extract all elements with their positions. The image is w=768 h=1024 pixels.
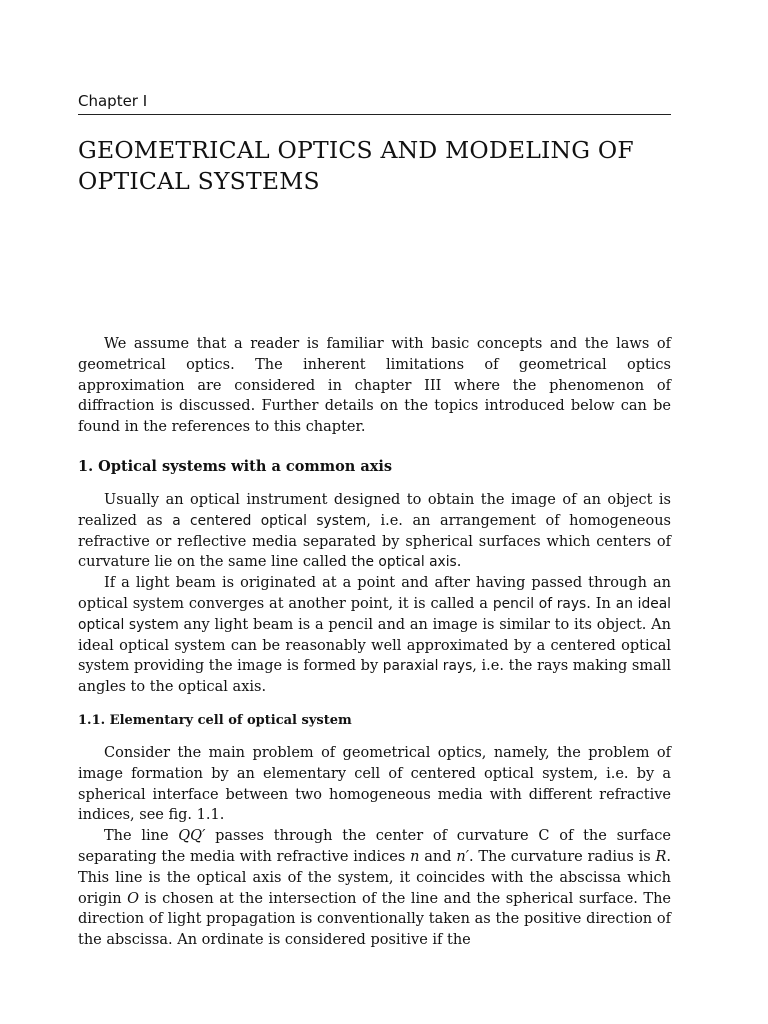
text-run: , i.e. an arrangement of homogeneous refractive or reflective media separated by spherical surfaces which centers of curvature lie on the same line called xyxy=(78,512,671,571)
text-run: The line xyxy=(104,828,179,845)
term-optical-axis: the optical axis xyxy=(351,554,457,571)
term-centered-optical-system: a centered optical system xyxy=(172,512,367,529)
text-run: . This line is the optical axis of the system, it coincides with the abscissa which origin xyxy=(78,848,671,907)
math-o: O xyxy=(127,890,139,907)
subsection-heading: 1.1. Elementary cell of optical system xyxy=(78,713,352,728)
section-body xyxy=(78,490,671,698)
text-run: Usually an optical instrument designed to obtain the image of an object is realized as xyxy=(78,492,671,529)
math-n: n xyxy=(410,848,420,865)
text-run: passes through the center of curvature C of the surface separating the media with refractive indices xyxy=(78,828,671,865)
math-r: R xyxy=(655,848,667,865)
paragraph: Consider the main problem of geometrical optics, namely, the problem of image formation by an elementary cell of centered optical system, i.e. by a spherical interface between two homogeneous media with different refractive indices, see fig. 1.1. xyxy=(78,745,671,824)
paragraph xyxy=(78,826,671,951)
chapter-rule xyxy=(78,114,671,115)
math-n-prime: n′ xyxy=(456,848,469,865)
term-pencil-of-rays: pencil of rays xyxy=(492,595,587,612)
text-run: If a light beam is originated at a point and after having passed through an optical system converges at another point, it is called a xyxy=(78,575,671,612)
subsection-body xyxy=(78,743,671,951)
text-run: , i.e. the rays making small angles to the optical axis. xyxy=(78,658,671,696)
intro-paragraph: We assume that a reader is familiar with basic concepts and the laws of geometrical optics. The inherent limitations of geometrical optics approximation are considered in chapter III where the phenomenon of diffraction is discussed. Further details on the topics introduced below can be found in the references to this chapter. xyxy=(78,336,671,436)
text-run: . In xyxy=(586,595,616,612)
paragraph xyxy=(78,490,671,573)
chapter-label: Chapter I xyxy=(78,92,148,110)
section-heading: 1. Optical systems with a common axis xyxy=(78,458,393,475)
term-ideal-optical-system: an ideal optical system xyxy=(78,595,672,633)
text-run: is chosen at the intersection of the line and the spherical surface. The direction of light propagation is conventionally taken as the positive direction of the abscissa. An ordinate is considered positive if the xyxy=(78,890,672,949)
chapter-title: GEOMETRICAL OPTICS AND MODELING OF OPTICAL SYSTEMS xyxy=(78,136,634,195)
text-run: any light beam is a pencil and an image is similar to its object. An ideal optical system can be reasonably well approximated by a centered optical system providing the image is formed by xyxy=(78,616,671,675)
text-run: . The curvature radius is xyxy=(469,848,656,865)
text-run: . xyxy=(456,554,462,571)
paragraph xyxy=(78,573,671,698)
term-paraxial-rays: paraxial rays xyxy=(382,658,473,675)
text-run: and xyxy=(419,848,457,865)
math-qq-prime: QQ′ xyxy=(178,828,206,845)
